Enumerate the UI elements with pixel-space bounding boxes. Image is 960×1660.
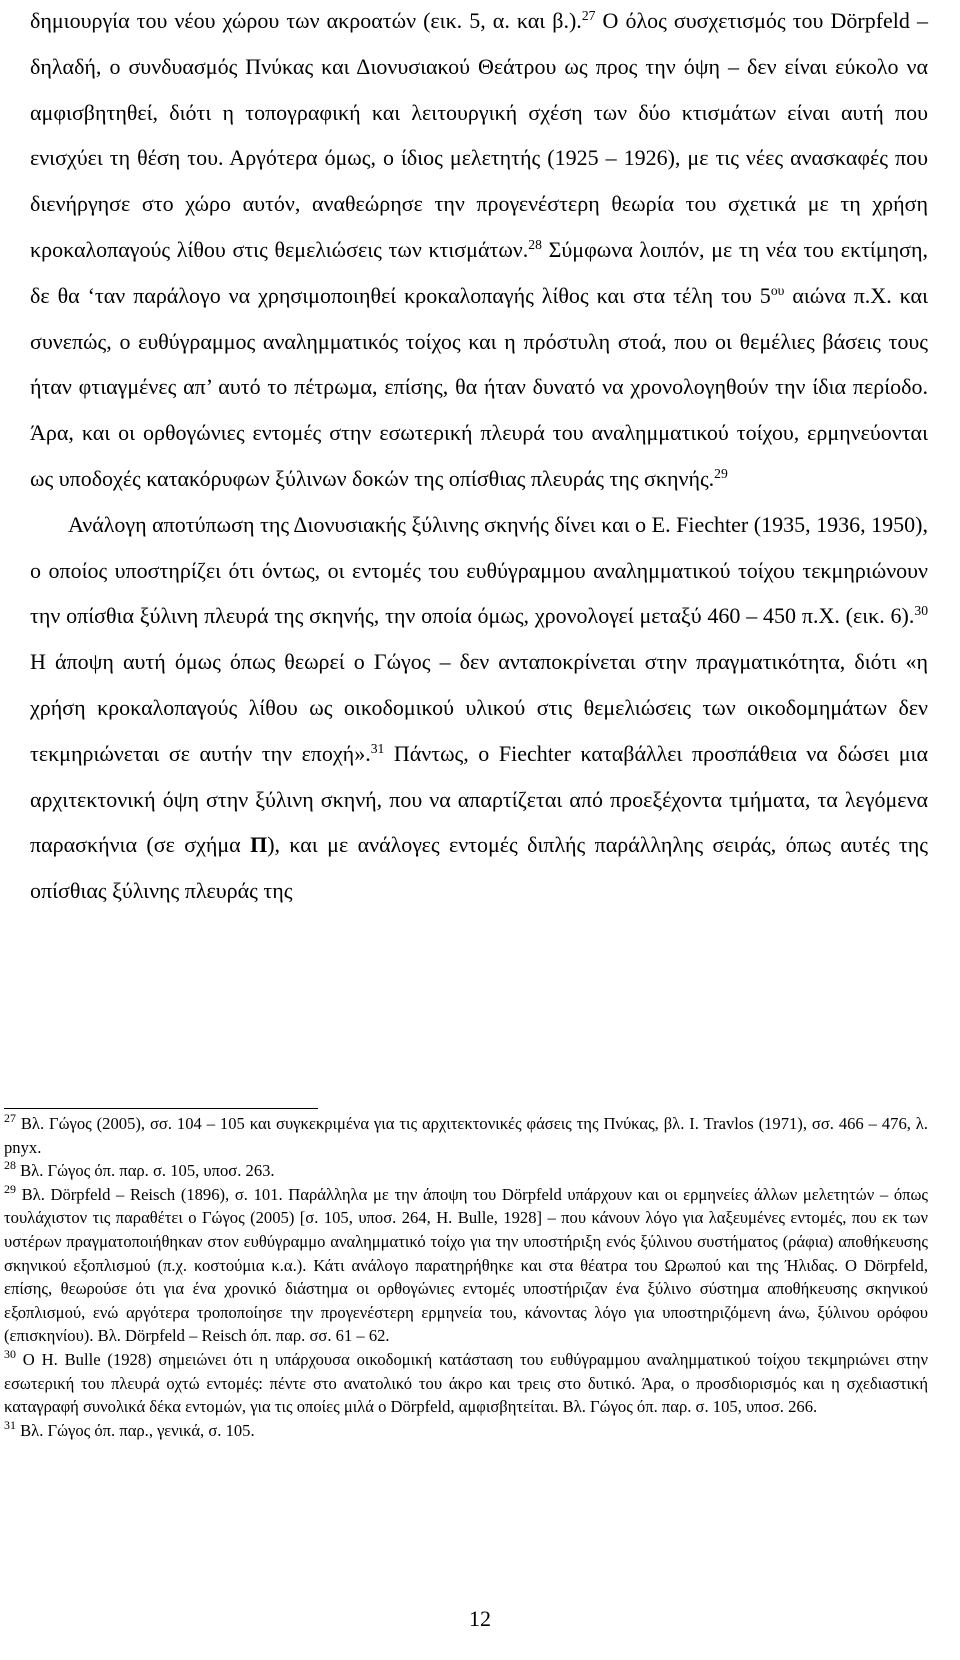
footnote-number: 27 xyxy=(4,1110,16,1125)
footnote: $^{27}$ Βλ. Γώγος (2005), σσ. 104 – 105 και συγκεκριμένα για τις αρχιτεκτονικές φάσεις της Πνύκας, βλ. I. Travlos (1971), σσ. 466 – 476, λ. pnyx. xyxy=(4,1110,928,1157)
footnote: $^{29}$ Βλ. Dörpfeld – Reisch (1896), σ. 101. Παράλληλα με την άποψη του Dörpfeld υπάρχουν και οι ερμηνείες άλλων μελετητών – όπως τουλάχιστον τις παραθέτει ο Γώγος (2005) [σ. 105, υποσ. 264, H. Bulle, 1928] – που κάνουν λόγο για λαξευμένες εντομές, που εκ των υστέρων πραγματοποιήθηκαν στον ευθύγραμμο αναλημματικό τοίχο για την υποστήριξη ενός ξύλινου συστήματος (ράφια) αποθήκευσης σκηνικού εξοπλισμού (π.χ. κοστούμια κ.α.). Κάτι ανάλογο παρατηρήθηκε και στα θέατρα του Ωρωπού και της Ήλιδας. Ο Dörpfeld, επίσης, θεωρούσε ότι για ένα χρονικό διάστημα οι ορθογώνιες εντομές υποστήριζαν ένα ξύλινο σύστημα αποθήκευσης σκηνικού εξοπλισμού, ενώ αργότερα τροποποίησε την προγενέστερη ερμηνεία του, κάνοντας λόγο για υποστηριζόμενη άνω, ξύλινου ορόφου (επισκηνίου). Βλ. Dörpfeld – Reisch όπ. παρ. σσ. 61 – 62. xyxy=(4,1181,928,1346)
footnote-ref[interactable]: 27 xyxy=(581,7,596,23)
paragraph: δημιουργία του νέου χώρου των ακροατών (εικ. 5, α. και β.).$^{27}$ Ο όλος συσχετισμός του Dörpfeld – δηλαδή, ο συνδυασμός Πνύκας και Διονυσιακού Θεάτρου ως προς την όψη – δεν είναι εύκολο να αμφισβητηθεί, διότι η τοπογραφική και λειτουργική σχέση των δύο κτισμάτων είναι αυτή που ενισχύει τη θέση του. Αργότερα όμως, ο ίδιος μελετητής (1925 – 1926), με τις νέες ανασκαφές που διενήργησε στο χώρο αυτόν, αναθεώρησε την προγενέστερη θεωρία του σχετικά με τη χρήση κροκαλοπαγούς λίθου στις θεμελιώσεις των κτισμάτων.$^{28}$ Σύμφωνα λοιπόν, με τη νέα του εκτίμηση, δε θα ‘ταν παράλογο να χρησιμοποιηθεί κροκαλοπαγής λίθος και στα τέλη του $5^{o\upsilon}$ αιώνα π.Χ. και συνεπώς, ο ευθύγραμμος αναλημματικός τοίχος και η πρόστυλη στοά, που οι θεμέλιες βάσεις τους ήταν φτιαγμένες απ’ αυτό το πέτρωμα, επίσης, θα ήταν δυνατό να χρονολογηθούν την ίδια περίοδο. Άρα, και οι ορθογώνιες εντομές στην εσωτερική πλευρά του αναλημματικού τοίχου, ερμηνεύονται ως υποδοχές κατακόρυφων ξύλινων δοκών της οπίσθιας πλευράς της σκηνής.$^{29}$ xyxy=(30,7,929,491)
footnote-number: 29 xyxy=(4,1181,16,1196)
bold-letter: Π xyxy=(250,832,268,858)
paragraph: Ανάλογη αποτύπωση της Διονυσιακής ξύλινης σκηνής δίνει και ο Ε. Fiechter (1935, 1936, 1950), ο οποίος υποστηρίζει ότι όντως, οι εντομές του ευθύγραμμου αναλημματικού τοίχου τεκμηριώνουν την οπίσθια ξύλινη πλευρά της σκηνής, την οποία όμως, χρονολογεί μεταξύ 460 – 450 π.Χ. (εικ. 6).$^{30}$ Η άποψη αυτή όμως όπως θεωρεί ο Γώγος – δεν ανταποκρίνεται στην πραγματικότητα, διότι «η χρήση κροκαλοπαγούς λίθου ως οικοδομικού υλικού στις θεμελιώσεις των οικοδομημάτων δεν τεκμηριώνεται σε αυτήν την εποχή».$^{31}$ Πάντως, ο Fiechter καταβάλλει προσπάθεια να δώσει μια αρχιτεκτονική όψη στην ξύλινη σκηνή, που να απαρτίζεται από προεξέχοντα τμήματα, τα λεγόμενα παρασκήνια (σε σχήμα Π), και με ανάλογες εντομές διπλής παράλληλης σειράς, όπως αυτές της οπίσθιας ξύλινης πλευράς της xyxy=(30,511,928,904)
page-number: 12 xyxy=(469,1606,491,1631)
footnote: $^{28}$ Βλ. Γώγος όπ. παρ. σ. 105, υποσ. 263. xyxy=(4,1158,275,1181)
footnote-ref[interactable]: 30 xyxy=(914,603,928,619)
footnote-number: 31 xyxy=(4,1417,16,1432)
footnote: $^{31}$ Βλ. Γώγος όπ. παρ., γενικά, σ. 105. xyxy=(4,1417,255,1440)
footnote-ref[interactable]: 31 xyxy=(370,740,385,756)
footnote-separator xyxy=(4,1108,318,1109)
footnote-ref[interactable]: 28 xyxy=(528,236,542,252)
footnotes xyxy=(4,1112,928,1442)
footnote: $^{30}$ Ο H. Bulle (1928) σημειώνει ότι η υπάρχουσα οικοδομική κατάσταση του ευθύγραμμου αναλημματικού τοίχου τεκμηριώνει στην εσωτερική του πλευρά οχτώ εντομές: πέντε στο ανατολικό του άκρο και τρεις στο δυτικό. Άρα, ο προσδιορισμός και η σχεδιαστική καταγραφή συνολικά δέκα εντομών, για τις οποίες μιλά ο Dörpfeld, αμφισβητείται. Βλ. Γώγος όπ. παρ. σ. 105, υποσ. 266. xyxy=(4,1346,928,1417)
main-text xyxy=(30,0,928,914)
footnote-ref[interactable]: 29 xyxy=(714,465,728,481)
footnote-number: 28 xyxy=(4,1158,16,1173)
footnote-number: 30 xyxy=(4,1346,16,1361)
ordinal-superscript: ου xyxy=(770,282,785,298)
